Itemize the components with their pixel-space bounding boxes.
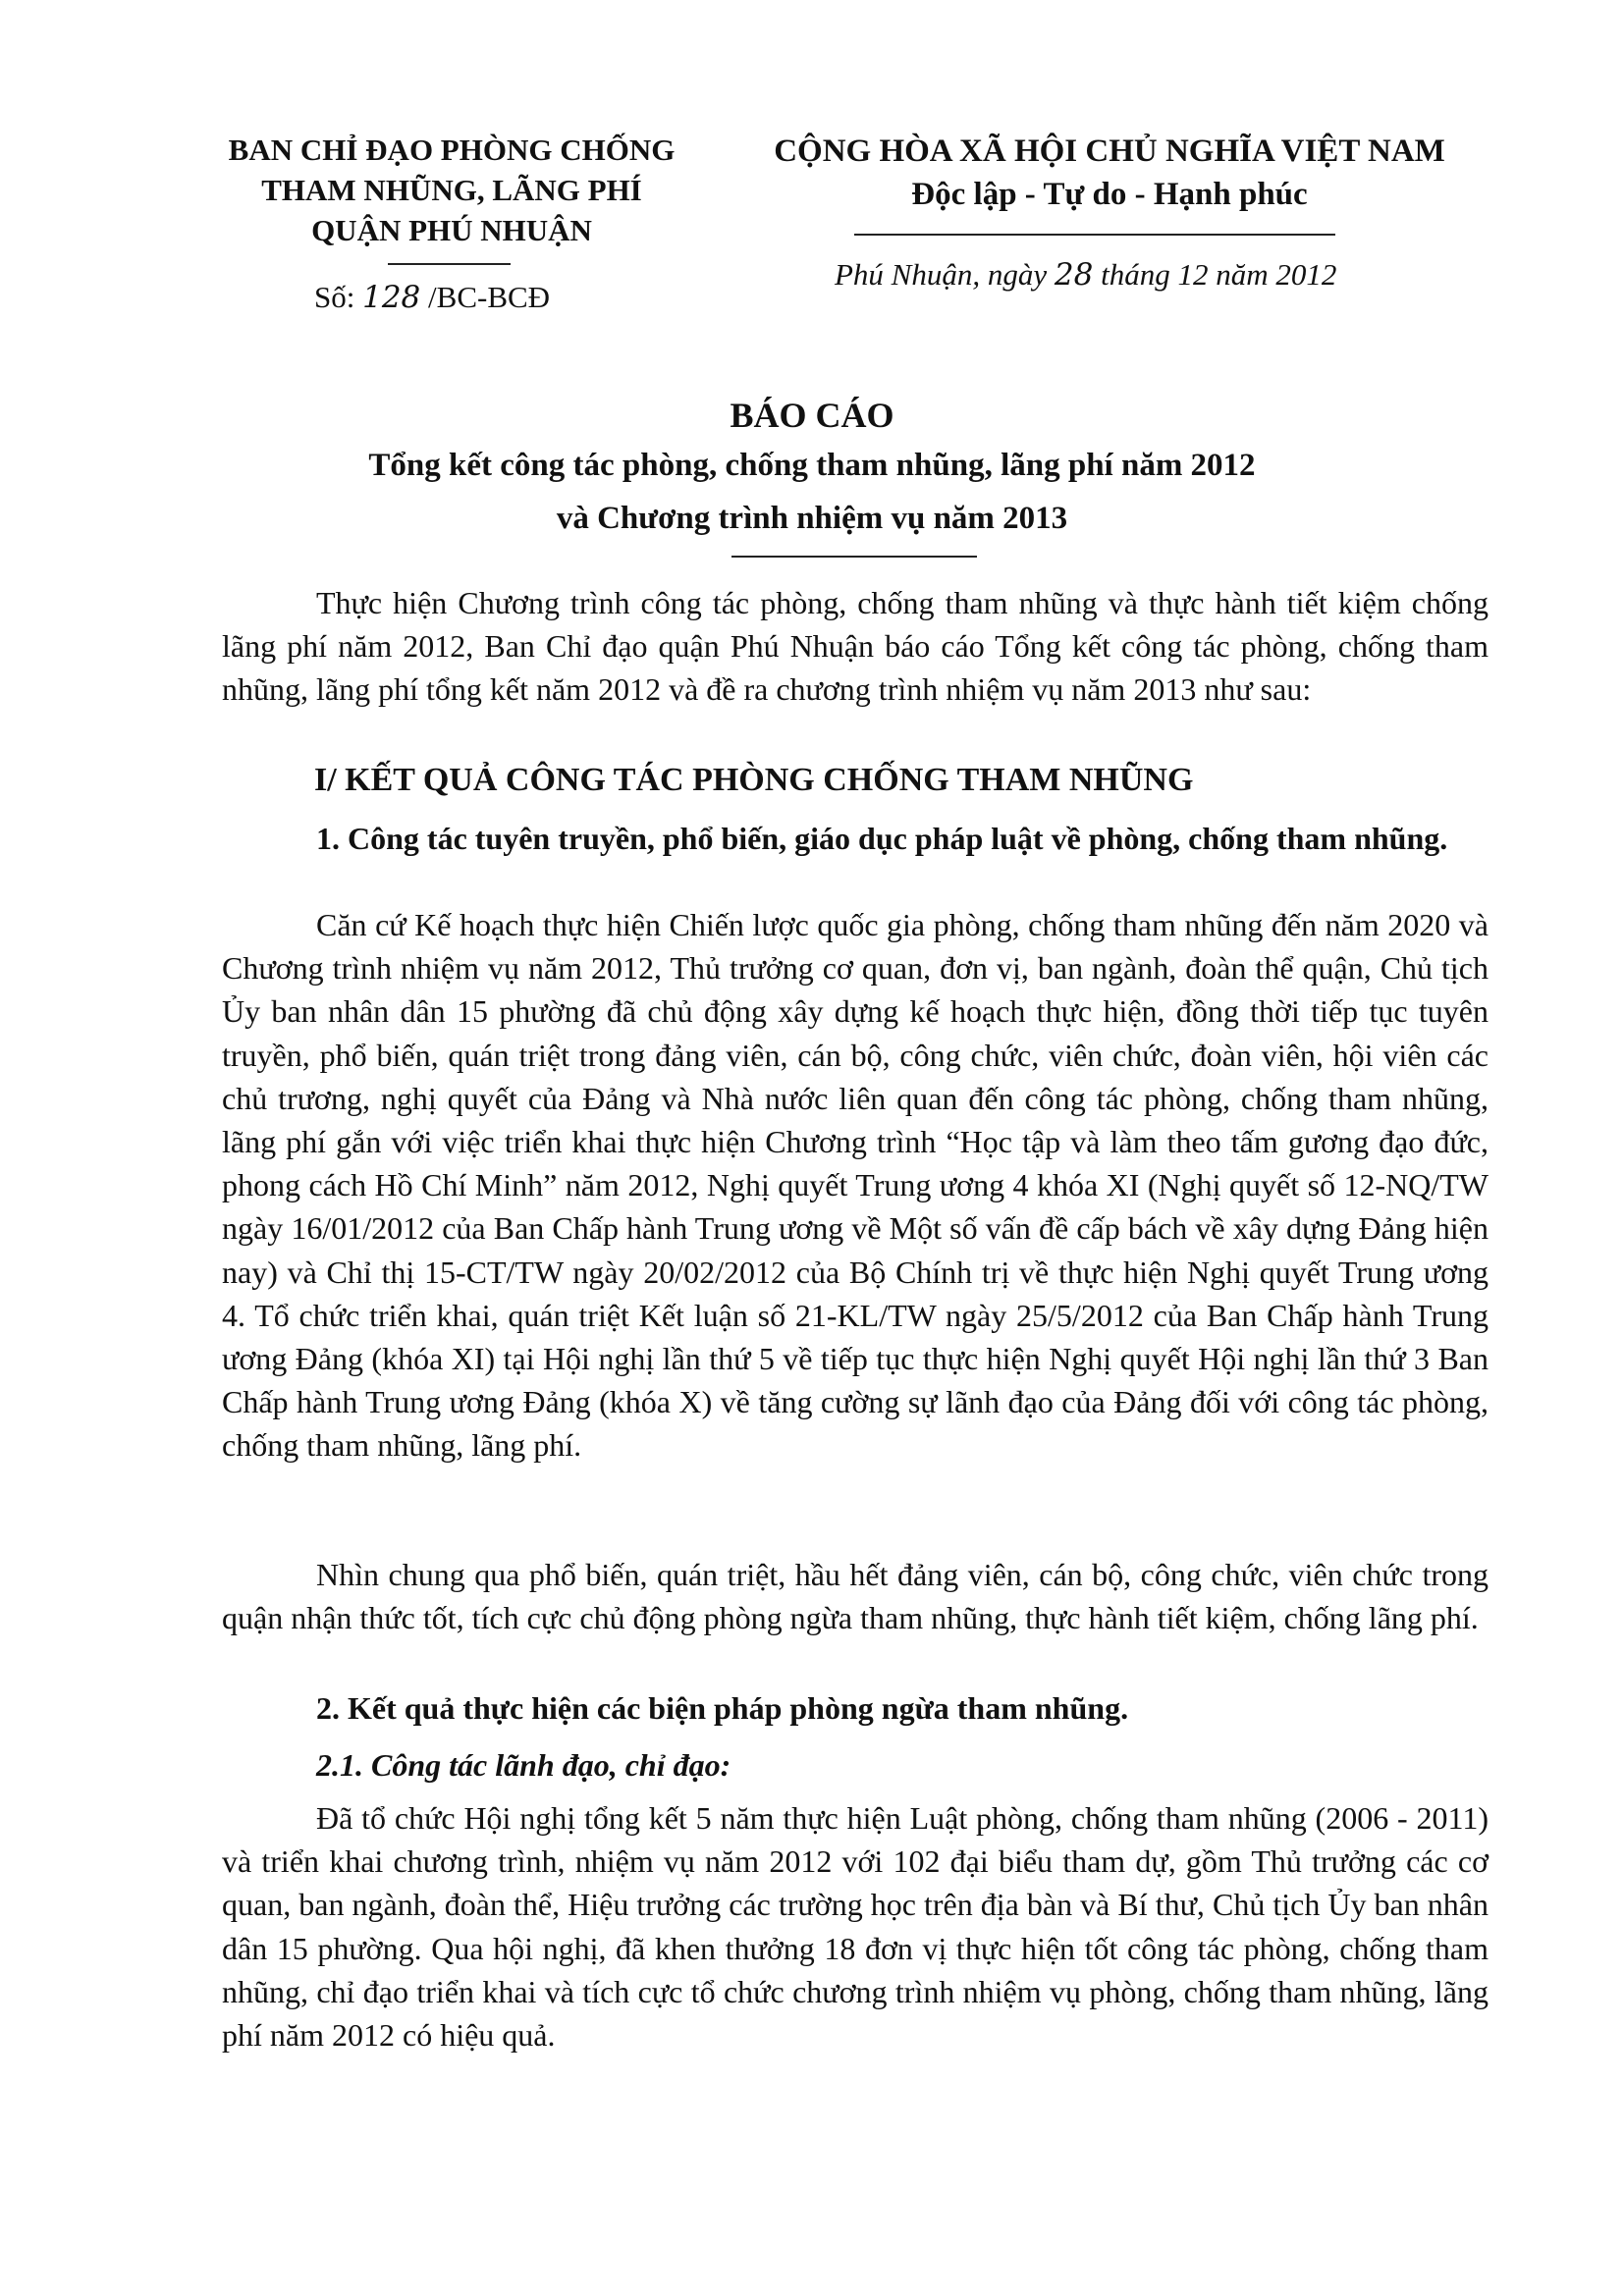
paragraph-3: Đã tổ chức Hội nghị tổng kết 5 năm thực hiện Luật phòng, chống tham nhũng (2006 - 2011) và triển khai chương trình, nhiệm vụ năm 2012 với 102 đại biểu tham dự, gồm Thủ trưởng các cơ quan, ban ngành, đoàn thể, Hiệu trưởng các trường học trên địa bàn và Bí thư, Chủ tịch Ủy ban nhân dân 15 phường. Qua hội nghị, đã khen thưởng 18 đơn vị thực hiện tốt công tác phòng, chống tham nhũng, chỉ đạo triển khai và tích cực tổ chức chương trình nhiệm vụ phòng, chống tham nhũng, lãng phí năm 2012 có hiệu quả. (222, 1800, 1489, 2054)
date-day: 28 (1054, 257, 1094, 293)
agency-line-2: THAM NHŨNG, LÃNG PHÍ (261, 173, 642, 207)
intro-paragraph: Thực hiện Chương trình công tác phòng, chống tham nhũng và thực hành tiết kiệm chống lãng phí năm 2012, Ban Chỉ đạo quận Phú Nhuận báo cáo Tổng kết công tác phòng, chống tham nhũng, lãng phí tổng kết năm 2012 và đề ra chương trình nhiệm vụ năm 2013 như sau: (222, 585, 1489, 708)
report-subtitle-1: Tổng kết công tác phòng, chống tham nhũng, lãng phí năm 2012 (368, 448, 1256, 483)
motto-underline (854, 234, 1335, 236)
paragraph-2: Nhìn chung qua phổ biến, quán triệt, hầu hết đảng viên, cán bộ, công chức, viên chức trong quận nhận thức tốt, tích cực chủ động phòng ngừa tham nhũng, thực hành tiết kiệm, chống lãng phí. (222, 1557, 1489, 1636)
date-suffix: tháng 12 năm 2012 (1101, 257, 1337, 292)
subsection-1-heading: 1. Công tác tuyên truyền, phổ biến, giáo dục pháp luật về phòng, chống tham nhũng. (316, 821, 1448, 856)
doc-number-value: 128 (362, 280, 421, 315)
date-prefix: Phú Nhuận, ngày (835, 257, 1048, 292)
document-number (314, 280, 550, 315)
agency-line-3: QUẬN PHÚ NHUẬN (311, 213, 592, 247)
doc-number-prefix: Số: (314, 280, 355, 314)
section-1-heading: I/ KẾT QUẢ CÔNG TÁC PHÒNG CHỐNG THAM NHŨNG (314, 762, 1194, 798)
subsection-2-1-heading: 2.1. Công tác lãnh đạo, chỉ đạo: (316, 1747, 731, 1783)
agency-line-1: BAN CHỈ ĐẠO PHÒNG CHỐNG (228, 133, 676, 167)
report-subtitle-2: và Chương trình nhiệm vụ năm 2013 (556, 501, 1068, 536)
title-underline (731, 556, 977, 558)
subsection-2-heading: 2. Kết quả thực hiện các biện pháp phòng ngừa tham nhũng. (316, 1690, 1129, 1726)
doc-number-suffix: /BC-BCĐ (428, 280, 551, 314)
national-motto (727, 130, 1492, 216)
agency-underline (388, 263, 511, 265)
paragraph-1: Căn cứ Kế hoạch thực hiện Chiến lược quốc gia phòng, chống tham nhũng đến năm 2020 và Chương trình nhiệm vụ năm 2012, Thủ trưởng cơ quan, đơn vị, ban ngành, đoàn thể quận, Chủ tịch Ủy ban nhân dân 15 phường đã chủ động xây dựng kế hoạch thực hiện, đồng thời tiếp tục tuyên truyền, phổ biến, quán triệt trong đảng viên, cán bộ, công chức, viên chức, đoàn viên, hội viên các chủ trương, nghị quyết của Đảng và Nhà nước liên quan đến công tác phòng, chống tham nhũng, lãng phí gắn với việc triển khai thực hiện Chương trình “Học tập và làm theo tấm gương đạo đức, phong cách Hồ Chí Minh” năm 2012, Nghị quyết Trung ương 4 khóa XI (Nghị quyết số 12-NQ/TW ngày 16/01/2012 của Ban Chấp hành Trung ương về Một số vấn đề cấp bách về xây dựng Đảng hiện nay) và Chỉ thị 15-CT/TW ngày 20/02/2012 của Bộ Chính trị về thực hiện Nghị quyết Trung ương 4. Tổ chức triển khai, quán triệt Kết luận số 21-KL/TW ngày 25/5/2012 của Ban Chấp hành Trung ương Đảng (khóa XI) tại Hội nghị lần thứ 5 về tiếp tục thực hiện Nghị quyết Hội nghị lần thứ 3 Ban Chấp hành Trung ương Đảng (khóa X) về tăng cường sự lãnh đạo của Đảng đối với công tác phòng, chống tham nhũng, lãng phí. (222, 907, 1489, 1464)
motto: Độc lập - Tự do - Hạnh phúc (911, 177, 1308, 212)
country-name: CỘNG HÒA XÃ HỘI CHỦ NGHĨA VIỆT NAM (774, 133, 1445, 169)
document-date (835, 257, 1336, 293)
issuing-agency (196, 130, 707, 250)
report-title: BÁO CÁO (730, 396, 894, 435)
